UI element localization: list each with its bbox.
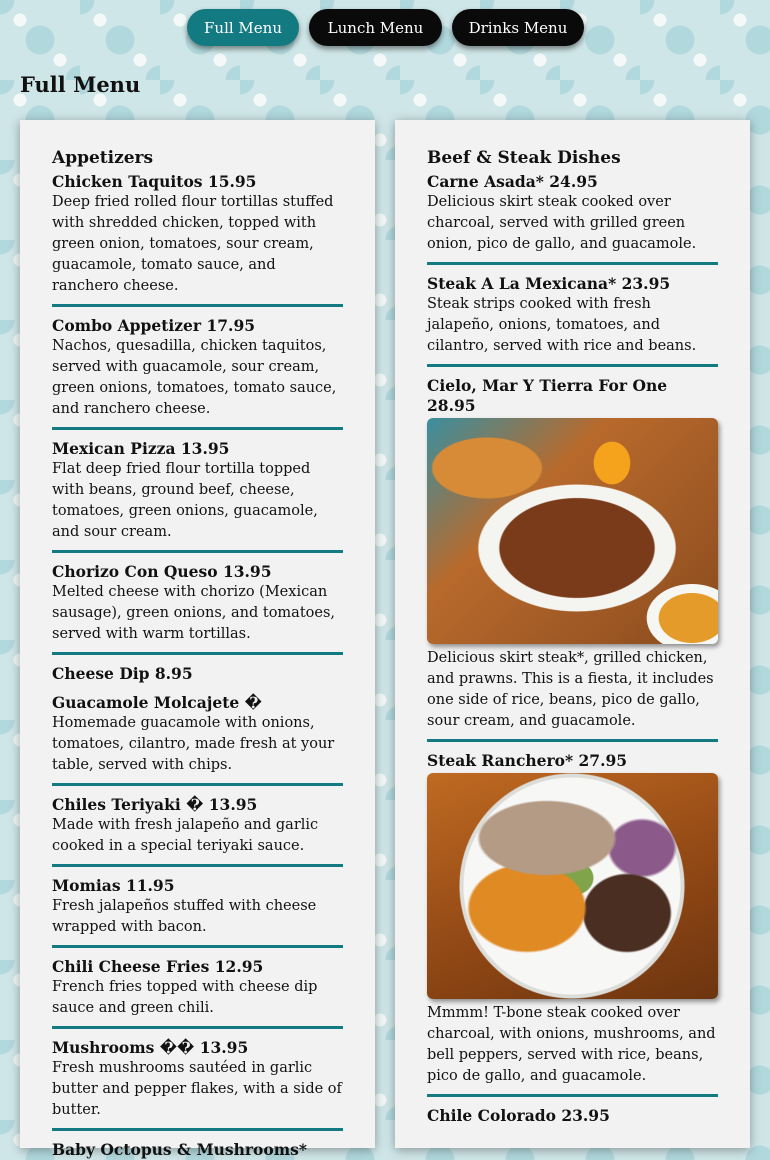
menu-item-title: Steak Ranchero* 27.95	[427, 751, 628, 770]
menu-item	[52, 172, 343, 307]
menu-item-description: Steak strips cooked with fresh jalapeño, onions, tomatoes, and cilantro, served with rice and beans.	[427, 296, 697, 354]
menu-item	[427, 376, 718, 742]
menu-item-title: Combo Appetizer 17.95	[52, 316, 256, 335]
menu-item-title: Chorizo Con Queso 13.95	[52, 562, 272, 581]
section-heading-appetizers: Appetizers	[52, 148, 154, 168]
menu-item-description: Homemade guacamole with onions, tomatoes, cilantro, made fresh at your table, served with chips.	[52, 715, 335, 773]
menu-item	[52, 957, 343, 1029]
menu-item-title: Momias 11.95	[52, 876, 175, 895]
menu-item-title: Mexican Pizza 13.95	[52, 439, 230, 458]
menu-item	[52, 316, 343, 430]
menu-item-description: Melted cheese with chorizo (Mexican sausage), green onions, and tomatoes, served with warm tortillas.	[52, 584, 336, 642]
menu-item-title: Chili Cheese Fries 12.95	[52, 957, 264, 976]
appetizers-panel	[20, 120, 375, 1159]
menu-item	[427, 172, 718, 265]
menu-item-title: Steak A La Mexicana* 23.95	[427, 274, 671, 293]
page-title: Full Menu	[20, 72, 141, 97]
menu-item	[52, 664, 343, 684]
menu-item-description: Made with fresh jalapeño and garlic cooked in a special teriyaki sauce.	[52, 817, 319, 854]
menu-tabs	[0, 9, 770, 46]
tab-lunch-menu[interactable]: Lunch Menu	[309, 9, 442, 46]
dish-photo	[427, 773, 718, 999]
tab-full-menu[interactable]: Full Menu	[187, 9, 299, 46]
section-heading-beef-steak: Beef & Steak Dishes	[427, 148, 621, 168]
menu-item	[52, 1038, 343, 1131]
dish-photo	[427, 418, 718, 644]
menu-item-title: Mushrooms �� 13.95	[52, 1038, 249, 1057]
menu-item	[52, 562, 343, 655]
menu-item-title: Cheese Dip 8.95	[52, 664, 193, 683]
menu-item-title: Guacamole Molcajete �	[52, 693, 262, 712]
menu-item	[52, 1140, 343, 1160]
menu-item-description: Nachos, quesadilla, chicken taquitos, served with guacamole, sour cream, green onions, tomatoes, tomato sauce, and ranchero cheese.	[52, 338, 337, 417]
tab-drinks-menu[interactable]: Drinks Menu	[452, 9, 584, 46]
beef-steak-panel	[395, 120, 750, 1148]
menu-item-title: Chile Colorado 23.95	[427, 1106, 610, 1125]
menu-item	[427, 274, 718, 367]
menu-item-description: Fresh jalapeños stuffed with cheese wrapped with bacon.	[52, 898, 317, 935]
menu-item-description: Delicious skirt steak cooked over charcoal, served with grilled green onion, pico de gallo, and guacamole.	[427, 194, 697, 252]
menu-item	[52, 876, 343, 948]
menu-item	[52, 439, 343, 553]
menu-item	[427, 1106, 718, 1126]
menu-item-title: Chicken Taquitos 15.95	[52, 172, 257, 191]
menu-item	[427, 751, 718, 1097]
menu-item-description: French fries topped with cheese dip sauce and green chili.	[52, 979, 318, 1016]
menu-item-title: Baby Octopus & Mushrooms*	[52, 1140, 307, 1159]
menu-item-title: Chiles Teriyaki � 13.95	[52, 795, 258, 814]
menu-item	[52, 693, 343, 786]
menu-item-description: Flat deep fried flour tortilla topped with beans, ground beef, cheese, tomatoes, green onions, guacamole, and sour cream.	[52, 461, 318, 540]
menu-item-description: Deep fried rolled flour tortillas stuffed with shredded chicken, topped with green onion, tomatoes, sour cream, guacamole, tomato sauce, and ranchero cheese.	[52, 194, 334, 294]
menu-item-description: Fresh mushrooms sautéed in garlic butter and pepper flakes, with a side of butter.	[52, 1060, 342, 1118]
menu-item-description: Mmmm! T-bone steak cooked over charcoal, with onions, mushrooms, and bell peppers, served with rice, beans, pico de gallo, and guacamole.	[427, 1005, 716, 1084]
menu-item-title: Cielo, Mar Y Tierra For One 28.95	[427, 376, 668, 415]
menu-item	[52, 795, 343, 867]
menu-item-description: Delicious skirt steak*, grilled chicken, and prawns. This is a fiesta, it includes one side of rice, beans, pico de gallo, sour cream, and guacamole.	[427, 650, 714, 729]
menu-item-title: Carne Asada* 24.95	[427, 172, 598, 191]
